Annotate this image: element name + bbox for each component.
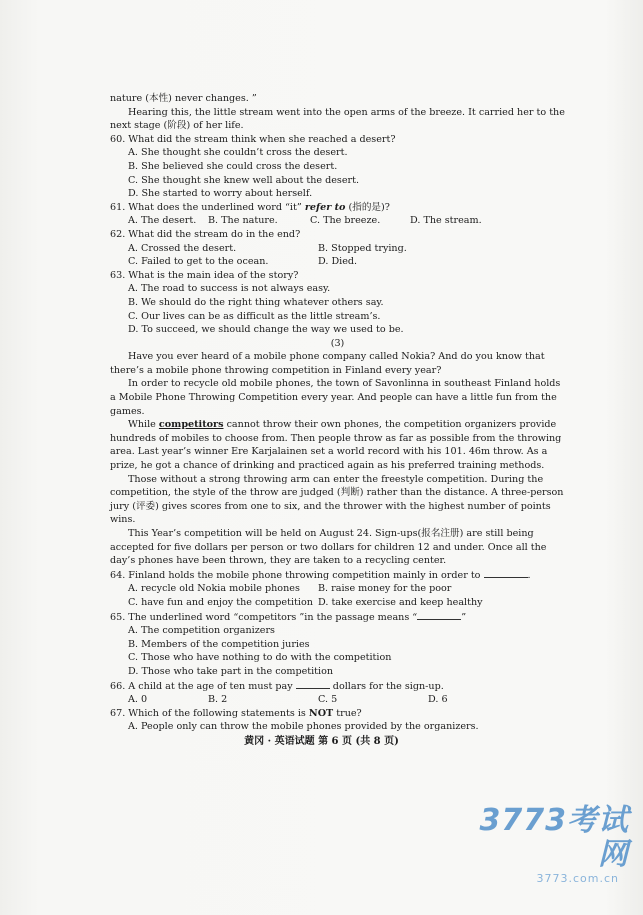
answer-option: C. have fun and enjoy the competition [128,596,313,608]
answer-option: A. The desert. [128,215,197,227]
question-stem [110,610,565,625]
stem-text: 61. What does the underlined word “it” [110,201,302,213]
answer-option: D. To succeed, we should change the way we used to be. [128,324,404,336]
answer-blank [484,568,528,578]
site-watermark [469,804,629,885]
stem-emphasis: refer to [304,201,346,213]
passage-text [110,418,565,472]
answer-blank [417,610,461,620]
stem-text: 65. The underlined word “competitors ”in the passage means “ [110,611,418,623]
answer-option: B. The nature. [208,215,278,227]
answer-options-row [110,582,565,596]
question-stem [110,201,565,215]
question-stem: 60. What did the stream think when she reached a desert? [110,133,396,145]
stem-text: (指的是)? [348,201,390,213]
answer-option: A. Crossed the desert. [128,242,237,254]
answer-option: B. She believed she could cross the desert. [128,160,338,172]
passage-fragment: cannot throw their own phones, the competition organizers provide hundreds of mobiles to choose from. Then people throw as far as possible from the throwing area. Last year’s winner Ere Karjalainen set a world record with his 101. 46m throw. As a prize, he got a chance of drinking and practiced again as his preferred training methods. [110,419,562,472]
answer-option: A. The competition organizers [128,625,275,637]
answer-option: A. recycle old Nokia mobile phones [128,583,300,595]
stem-text: 67. Which of the following statements is [110,707,306,719]
watermark-url: 3773.com.cn [536,872,619,885]
question-stem: 62. What did the stream do in the end? [110,228,301,240]
answer-option: A. The road to success is not always easy. [128,283,331,295]
answer-option: D. Those who take part in the competition [128,665,334,677]
answer-option: C. She thought she knew well about the desert. [128,174,360,186]
answer-options-row [110,693,565,707]
answer-option: C. Failed to get to the ocean. [128,256,269,268]
stem-text: 64. Finland holds the mobile phone throwing competition mainly in order to [110,569,481,581]
stem-text: true? [336,707,362,719]
passage-text: Have you ever heard of a mobile phone company called Nokia? And do you know that there’s a mobile phone throwing competition in Finland every year? [110,351,545,376]
document-body [110,92,565,734]
underlined-word: competitors [158,419,224,431]
answer-option: B. Members of the competition juries [128,638,310,650]
watermark-logo: 3773考试网 [479,803,629,872]
answer-option: B. 2 [208,694,228,706]
answer-option: A. She thought she couldn’t cross the desert. [128,147,348,159]
question-stem [110,707,565,721]
answer-options-row [110,255,565,269]
answer-option: B. We should do the right thing whatever others say. [128,296,384,308]
question-stem [110,679,565,694]
answer-option: C. The breeze. [310,215,381,227]
passage-text: Those without a strong throwing arm can enter the freestyle competition. During the competition, the style of the throw are judged (判断) rather than the distance. A three-person jury (评委) gives scores from one to six, and the thrower with the highest number of points wins. [110,473,564,526]
stem-emphasis: NOT [308,707,334,719]
stem-text: 66. A child at the age of ten must pay [110,680,293,692]
answer-option: D. She started to worry about herself. [128,188,313,200]
passage-fragment: While [128,419,156,431]
section-number: (3) [330,337,345,349]
stem-text: dollars for the sign-up. [332,680,444,692]
answer-options-row [110,596,565,610]
answer-options-row [110,242,565,256]
answer-option: D. The stream. [410,215,482,227]
answer-options-row [110,214,565,228]
question-stem: 64. Finland holds the mobile phone throwing competition mainly in order to . [110,569,531,581]
passage-text: Hearing this, the little stream went into the open arms of the breeze. It carried her to the next stage (阶段) of her life. [110,106,565,132]
answer-option: A. 0 [128,694,148,706]
passage-text: In order to recycle old mobile phones, the town of Savonlinna in southeast Finland holds a Mobile Phone Throwing Competition every year. And people can have a little fun from the games. [110,378,561,417]
stem-text: ” [461,611,467,623]
passage-text: nature (本性) never changes. ” [110,93,257,104]
page-footer: 黄冈 · 英语试题 第 6 页 (共 8 页) [244,736,399,747]
answer-option: B. Stopped trying. [318,242,407,254]
answer-option: C. Our lives can be as difficult as the little stream’s. [128,310,381,322]
answer-option: B. raise money for the poor [318,583,452,595]
question-stem: 63. What is the main idea of the story? [110,269,299,281]
answer-option: C. Those who have nothing to do with the competition [128,652,392,664]
answer-option: D. 6 [428,694,448,706]
answer-option: A. People only can throw the mobile phones provided by the organizers. [128,721,479,733]
answer-blank [296,679,330,689]
answer-option: D. Died. [318,256,358,268]
passage-text: This Year’s competition will be held on August 24. Sign-ups(报名注册) are still being accepted for five dollars per person or two dollars for children 12 and under. Once all the day’s phones have been thrown, they are taken to a recycling center. [110,528,547,567]
answer-option: C. 5 [318,694,338,706]
answer-option: D. take exercise and keep healthy [318,596,483,608]
